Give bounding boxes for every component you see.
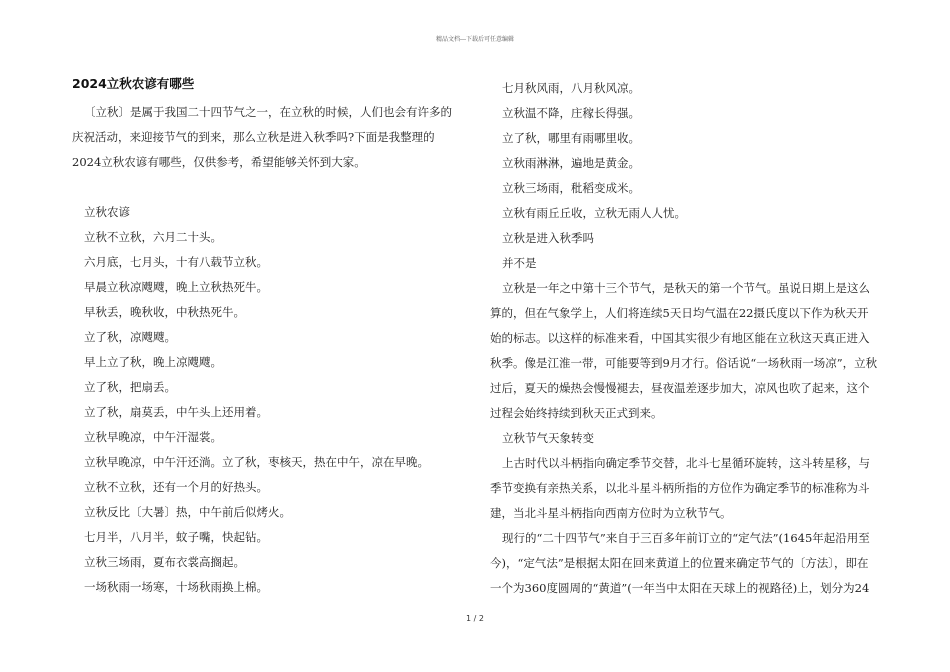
proverb-line: 立秋三场雨，秕稻变成米。 — [502, 181, 640, 195]
proverb-list-left — [72, 200, 460, 600]
proverb-line: 立秋有雨丘丘收，立秋无雨人人忧。 — [502, 206, 686, 220]
proverb-line: 早晨立秋凉飕飕，晚上立秋热死牛。 — [84, 280, 268, 294]
page-number: 1 / 2 — [466, 614, 484, 623]
body-paragraph: 立秋是一年之中第十三个节气，是秋天的第一个节气。虽说日期上是这么算的，但在气象学上，人们将连续5天日均气温在22摄氏度以下作为秋天开始的标志。以这样的标准来看，中国其实很少有地区能在立秋这天真正进入秋季。像是江淮一带，可能要等到9月才行。俗话说“一场秋雨一场凉”，立秋过后，夏天的燥热会慢慢褪去，昼夜温差逐步加大，凉风也吹了起来，这个过程会始终持续到秋天正式到来。 — [490, 281, 878, 420]
body-paragraph: 现行的“二十四节气”来自于三百多年前订立的“定气法”(1645年起沿用至今)，“定气法”是根据太阳在回来黄道上的位置来确定节气的〔方法〕，即在一个为360度圆周的“黄道”(一年当中太阳在天球上的视路径)上，划分为24 — [490, 531, 870, 595]
proverb-line: 一场秋雨一场寒，十场秋雨换上棉。 — [84, 580, 268, 594]
proverb-line: 立了秋，哪里有雨哪里收。 — [502, 131, 640, 145]
proverb-line: 立秋温不降，庄稼长得强。 — [502, 106, 640, 120]
proverb-section-heading: 立秋农谚 — [84, 205, 130, 219]
proverb-line: 立了秋，凉飕飕。 — [84, 330, 176, 344]
body-paragraph: 上古时代以斗柄指向确定季节交替，北斗七星循环旋转，这斗转星移，与季节变换有亲热关系，以北斗星斗柄所指的方位作为确定季节的标准称为斗建，当北斗星斗柄指向西南方位时为立秋节气。 — [490, 456, 870, 520]
proverb-line: 立了秋，把扇丢。 — [84, 380, 176, 394]
proverb-line: 立秋不立秋，还有一个月的好热头。 — [84, 480, 268, 494]
right-column — [490, 76, 878, 601]
proverb-line: 立秋早晚凉，中午汗湿裳。 — [84, 430, 222, 444]
document-header-note: 精品文档---下载后可任意编辑 — [435, 36, 515, 43]
proverb-line: 立秋反比〔大暑〕热，中午前后似烤火。 — [84, 505, 291, 519]
section-heading: 立秋节气天象转变 — [502, 431, 594, 445]
proverb-line: 立了秋，扇莫丢，中午头上还用着。 — [84, 405, 268, 419]
proverb-line: 早上立了秋，晚上凉飕飕。 — [84, 355, 222, 369]
proverb-line: 立秋三场雨，夏布衣裳高搁起。 — [84, 555, 245, 569]
proverb-line: 六月底，七月头，十有八载节立秋。 — [84, 255, 268, 269]
answer-line: 并不是 — [502, 256, 537, 270]
proverb-line: 早秋丢，晚秋收，中秋热死牛。 — [84, 305, 245, 319]
proverb-line: 七月秋风雨，八月秋风凉。 — [502, 81, 640, 95]
proverb-line: 立秋早晚凉，中午汗还淌。立了秋，枣核天，热在中午，凉在早晚。 — [84, 455, 429, 469]
section-heading: 立秋是进入秋季吗 — [502, 231, 594, 245]
proverb-line: 立秋雨淋淋，遍地是黄金。 — [502, 156, 640, 170]
proverb-line: 七月半，八月半，蚊子嘴，快起钻。 — [84, 530, 268, 544]
left-column — [72, 76, 460, 600]
article-title: 2024立秋农谚有哪些 — [72, 76, 195, 91]
proverb-line: 立秋不立秋，六月二十头。 — [84, 230, 222, 244]
intro-paragraph: 〔立秋〕是属于我国二十四节气之一，在立秋的时候，人们也会有许多的庆祝活动，来迎接节气的到来，那么立秋是进入秋季吗?下面是我整理的2024立秋农谚有哪些，仅供参考，希望能够关怀到大家。 — [72, 105, 452, 169]
